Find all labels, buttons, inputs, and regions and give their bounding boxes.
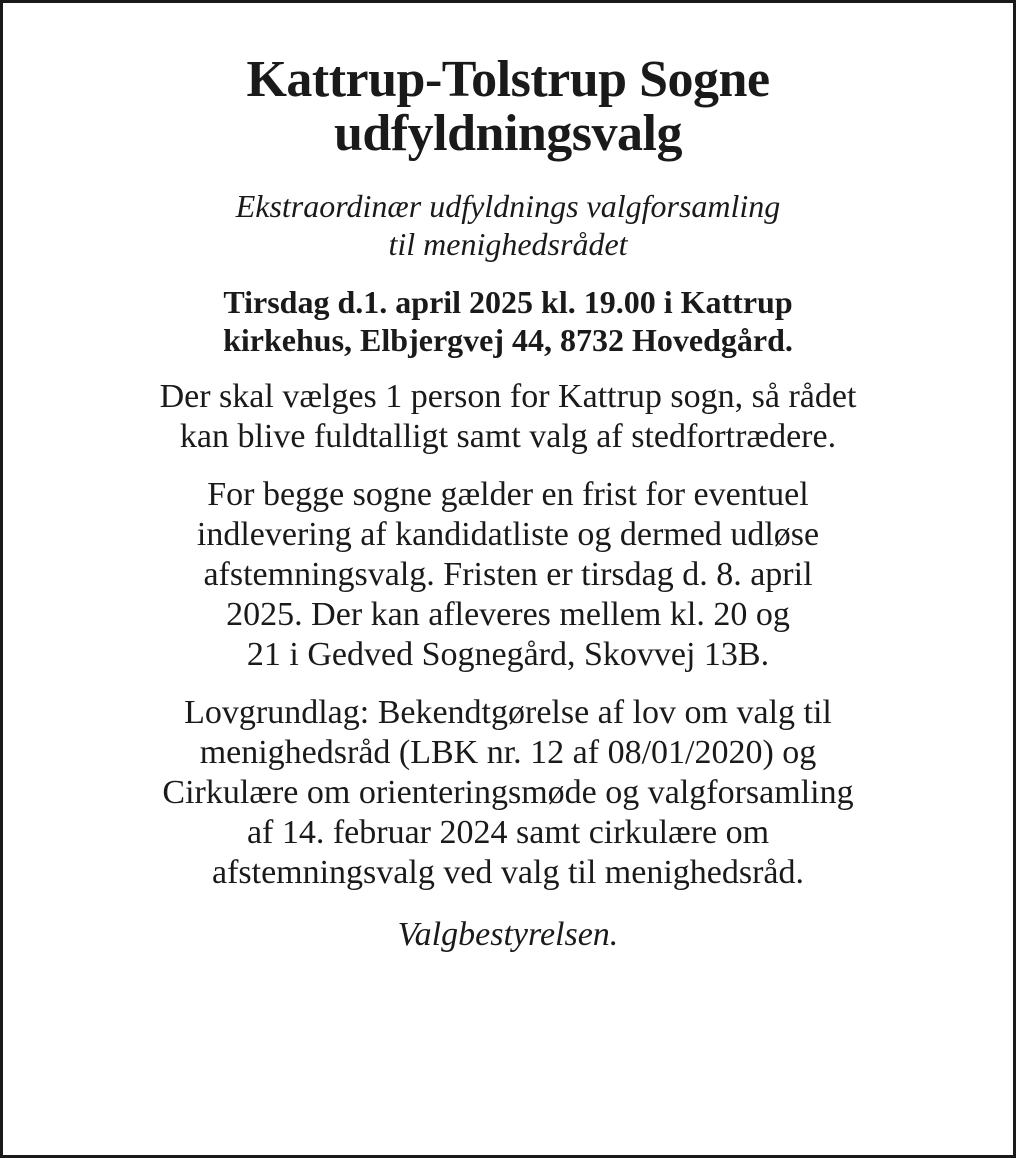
datetime-line: kirkehus, Elbjergvej 44, 8732 Hovedgård. <box>223 322 793 358</box>
title-line: udfyldningsvalg <box>334 105 682 162</box>
election-details-paragraph <box>3 377 1013 457</box>
paragraph-line: afstemningsvalg ved valg til menighedsråd. <box>211 854 805 891</box>
title-line: Kattrup-Tolstrup Sogne <box>246 51 770 108</box>
paragraph-line: kan blive fuldtalligt samt valg af stedfortrædere. <box>179 418 837 455</box>
paragraph-line: 21 i Gedved Sognegård, Skovvej 13B. <box>246 636 770 673</box>
legal-basis-paragraph <box>3 693 1013 893</box>
paragraph-line: Lovgrundlag: Bekendtgørelse af lov om valg til <box>184 694 832 731</box>
paragraph-line: menighedsråd (LBK nr. 12 af 08/01/2020) og <box>199 734 817 771</box>
paragraph-line: Der skal vælges 1 person for Kattrup sogn, så rådet <box>159 378 857 415</box>
paragraph-line: 2025. Der kan afleveres mellem kl. 20 og <box>226 596 790 633</box>
paragraph-line: indlevering af kandidatliste og dermed udløse <box>196 516 820 553</box>
paragraph-line: af 14. februar 2024 samt cirkulære om <box>246 814 770 851</box>
paragraph-line: Cirkulære om orienteringsmøde og valgforsamling <box>162 774 854 811</box>
paragraph-line: For begge sogne gælder en frist for eventuel <box>207 476 809 513</box>
paragraph-line: afstemningsvalg. Fristen er tirsdag d. 8. april <box>203 556 813 593</box>
subtitle-line: Ekstraordinær udfyldnings valgforsamling <box>235 188 781 224</box>
meeting-datetime-location <box>3 283 1013 359</box>
notice-title <box>3 53 1013 161</box>
deadline-paragraph <box>3 475 1013 675</box>
notice-subtitle <box>3 187 1013 263</box>
subtitle-line: til menighedsrådet <box>388 226 628 262</box>
signature: Valgbestyrelsen. <box>397 916 619 953</box>
datetime-line: Tirsdag d.1. april 2025 kl. 19.00 i Kattrup <box>223 284 793 320</box>
